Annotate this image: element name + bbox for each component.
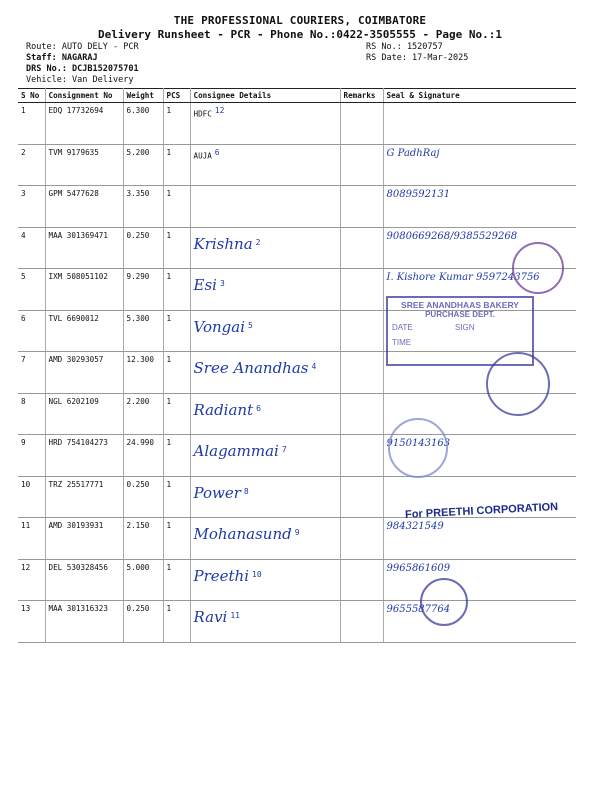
round-seal: [512, 242, 564, 294]
cell-pcs: 1: [163, 144, 190, 186]
cell-pcs: 1: [163, 601, 190, 643]
col-pcs: PCS: [163, 89, 190, 103]
signature-note: 9080669268/9385529268: [386, 230, 518, 242]
handwritten-number: 6: [256, 403, 261, 413]
cell-pcs: 1: [163, 476, 190, 518]
cell-signature: [383, 144, 576, 186]
cell-sno: 10: [18, 476, 45, 518]
bakery-stamp-fields: [388, 323, 532, 332]
meta-right: [366, 42, 468, 64]
cell-consignee: [190, 518, 340, 560]
cell-remarks: [340, 352, 383, 394]
consignee-handwritten: Krishna: [193, 234, 253, 253]
handwritten-number: 11: [230, 611, 240, 621]
handwritten-number: 4: [311, 362, 317, 372]
cell-weight: 24.990: [123, 435, 163, 477]
table-header-row: [18, 89, 576, 103]
radiant-round-seal: [486, 352, 550, 416]
power-round-seal: [388, 418, 448, 478]
consignee-handwritten: Radiant: [193, 400, 254, 419]
table-row: [18, 518, 576, 560]
cell-sno: 2: [18, 144, 45, 186]
consignee-handwritten: Mohanasund: [193, 525, 292, 543]
cell-remarks: [340, 393, 383, 435]
cell-sno: 5: [18, 269, 45, 311]
cell-consignee: [190, 186, 340, 228]
col-remarks: Remarks: [340, 89, 383, 103]
cell-pcs: 1: [163, 352, 190, 394]
cell-remarks: [340, 601, 383, 643]
table-row: [18, 559, 576, 601]
stamp-date-label: DATE: [392, 323, 413, 332]
cell-pcs: 1: [163, 559, 190, 601]
cell-consignment: MAA 301316323: [45, 601, 123, 643]
handwritten-number: 3: [219, 279, 225, 289]
vehicle-label: Vehicle: Van Delivery: [26, 75, 134, 85]
table-row: [18, 227, 576, 269]
cell-weight: 0.250: [123, 476, 163, 518]
cell-consignee: [190, 476, 340, 518]
rs-date-label: RS Date: 17-Mar-2025: [366, 53, 469, 63]
runsheet-title: Delivery Runsheet - PCR - Phone No.:0422-3505555 - Page No.:1: [98, 28, 502, 41]
cell-consignee: [190, 601, 340, 643]
cell-consignee: [190, 269, 340, 311]
bakery-stamp-name: SREE ANANDHAAS BAKERY: [401, 300, 519, 310]
table-row: [18, 144, 576, 186]
cell-consignment: EDQ 17732694: [45, 103, 123, 145]
cell-consignment: IXM 508051102: [45, 269, 123, 311]
cell-weight: 2.200: [123, 393, 163, 435]
cell-consignee: [190, 393, 340, 435]
cell-signature: [383, 559, 576, 601]
signature-note: 984321549: [386, 521, 444, 532]
cell-pcs: 1: [163, 103, 190, 145]
cell-sno: 8: [18, 393, 45, 435]
cell-pcs: 1: [163, 435, 190, 477]
cell-consignee: [190, 103, 340, 145]
cell-weight: 9.290: [123, 269, 163, 311]
col-consignee: Consignee Details: [190, 89, 340, 103]
cell-sno: 12: [18, 559, 45, 601]
cell-sno: 1: [18, 103, 45, 145]
cell-sno: 6: [18, 310, 45, 352]
cell-consignment: GPM 5477628: [45, 186, 123, 228]
handwritten-number: 5: [248, 320, 253, 330]
cell-sno: 13: [18, 601, 45, 643]
cell-consignment: TVL 6690012: [45, 310, 123, 352]
consignee-handwritten: Ravi: [193, 608, 228, 626]
handwritten-number: 8: [243, 486, 249, 496]
cell-consignee: [190, 310, 340, 352]
consignee-handwritten: Esi: [193, 276, 217, 294]
stamp-sign-label: SIGN: [454, 323, 475, 332]
cell-consignment: TRZ 25517771: [45, 476, 123, 518]
cell-weight: 5.200: [123, 144, 163, 186]
cell-pcs: 1: [163, 227, 190, 269]
staff-label: Staff: NAGARAJ: [26, 53, 98, 63]
handwritten-number: 12: [214, 106, 225, 115]
stamp-time-label: TIME: [392, 338, 412, 347]
cell-consignee: [190, 227, 340, 269]
handwritten-number: 6: [214, 147, 220, 157]
cell-sno: 11: [18, 518, 45, 560]
cell-consignment: HRD 754104273: [45, 435, 123, 477]
col-seal-signature: Seal & Signature: [383, 89, 576, 103]
cell-sno: 9: [18, 435, 45, 477]
cell-weight: 0.250: [123, 601, 163, 643]
consignee-handwritten: Preethi: [193, 566, 250, 585]
drs-label: DRS No.: DCJB152075701: [26, 64, 139, 74]
cell-signature: [383, 601, 576, 643]
cell-signature: [383, 186, 576, 228]
signature-note: 9965861609: [386, 562, 451, 574]
signature-note: G PadhRaj: [386, 147, 440, 159]
signature-note: 9655587764: [386, 604, 451, 615]
route-label: Route: AUTO DELY - PCR: [26, 42, 139, 52]
consignee-handwritten: Vongai: [193, 317, 245, 336]
signature-note: 9150143163: [386, 438, 451, 449]
preethi-corporation-stamp: For PREETHI CORPORATION: [404, 500, 559, 522]
signature-note: 8089592131: [386, 189, 451, 200]
table-row: [18, 435, 576, 477]
cell-remarks: [340, 518, 383, 560]
cell-pcs: 1: [163, 518, 190, 560]
col-consignment: Consignment No: [45, 89, 123, 103]
cell-consignment: AMD 30293057: [45, 352, 123, 394]
cell-pcs: 1: [163, 269, 190, 311]
cell-consignee: [190, 435, 340, 477]
bakery-stamp-dept: PURCHASE DEPT.: [425, 310, 495, 319]
cell-remarks: [340, 186, 383, 228]
cell-weight: 2.150: [123, 518, 163, 560]
bottom-round-seal: [420, 578, 468, 626]
handwritten-number: 10: [252, 569, 262, 579]
cell-pcs: 1: [163, 186, 190, 228]
cell-pcs: 1: [163, 310, 190, 352]
cell-remarks: [340, 227, 383, 269]
cell-consignment: NGL 6202109: [45, 393, 123, 435]
cell-remarks: [340, 310, 383, 352]
cell-weight: 5.300: [123, 310, 163, 352]
table-row: [18, 601, 576, 643]
cell-pcs: 1: [163, 393, 190, 435]
cell-sno: 7: [18, 352, 45, 394]
handwritten-number: 2: [255, 237, 261, 247]
cell-weight: 0.250: [123, 227, 163, 269]
col-weight: Weight: [123, 89, 163, 103]
cell-sno: 3: [18, 186, 45, 228]
cell-consignment: TVM 9179635: [45, 144, 123, 186]
consignee-handwritten: Alagammai: [193, 442, 279, 460]
cell-weight: 3.350: [123, 186, 163, 228]
col-sno: S No: [18, 89, 45, 103]
cell-sno: 4: [18, 227, 45, 269]
rs-no-label: RS No.: 1520757: [366, 42, 443, 52]
table-row: [18, 103, 576, 145]
cell-weight: 5.000: [123, 559, 163, 601]
table-row: [18, 186, 576, 228]
handwritten-number: 9: [294, 528, 300, 538]
cell-remarks: [340, 103, 383, 145]
cell-consignee: [190, 352, 340, 394]
signature-note: I. Kishore Kumar 9597243756: [386, 272, 540, 283]
cell-consignee: [190, 144, 340, 186]
company-name: THE PROFESSIONAL COURIERS, COIMBATORE: [173, 14, 427, 27]
cell-consignee: [190, 559, 340, 601]
cell-consignment: DEL 530328456: [45, 559, 123, 601]
cell-remarks: [340, 435, 383, 477]
cell-weight: 6.300: [123, 103, 163, 145]
cell-remarks: [340, 269, 383, 311]
cell-remarks: [340, 144, 383, 186]
consignee-handwritten: Sree Anandhas: [193, 359, 309, 377]
meta-left: [26, 42, 139, 86]
cell-consignment: AMD 30193931: [45, 518, 123, 560]
cell-weight: 12.300: [123, 352, 163, 394]
cell-signature: [383, 103, 576, 145]
cell-signature: [383, 518, 576, 560]
handwritten-number: 7: [281, 445, 287, 455]
cell-remarks: [340, 559, 383, 601]
cell-consignment: MAA 301369471: [45, 227, 123, 269]
cell-remarks: [340, 476, 383, 518]
consignee-handwritten: Power: [193, 483, 241, 502]
consignee-printed: AUJA: [193, 151, 212, 161]
consignee-printed: HDFC: [193, 109, 212, 119]
